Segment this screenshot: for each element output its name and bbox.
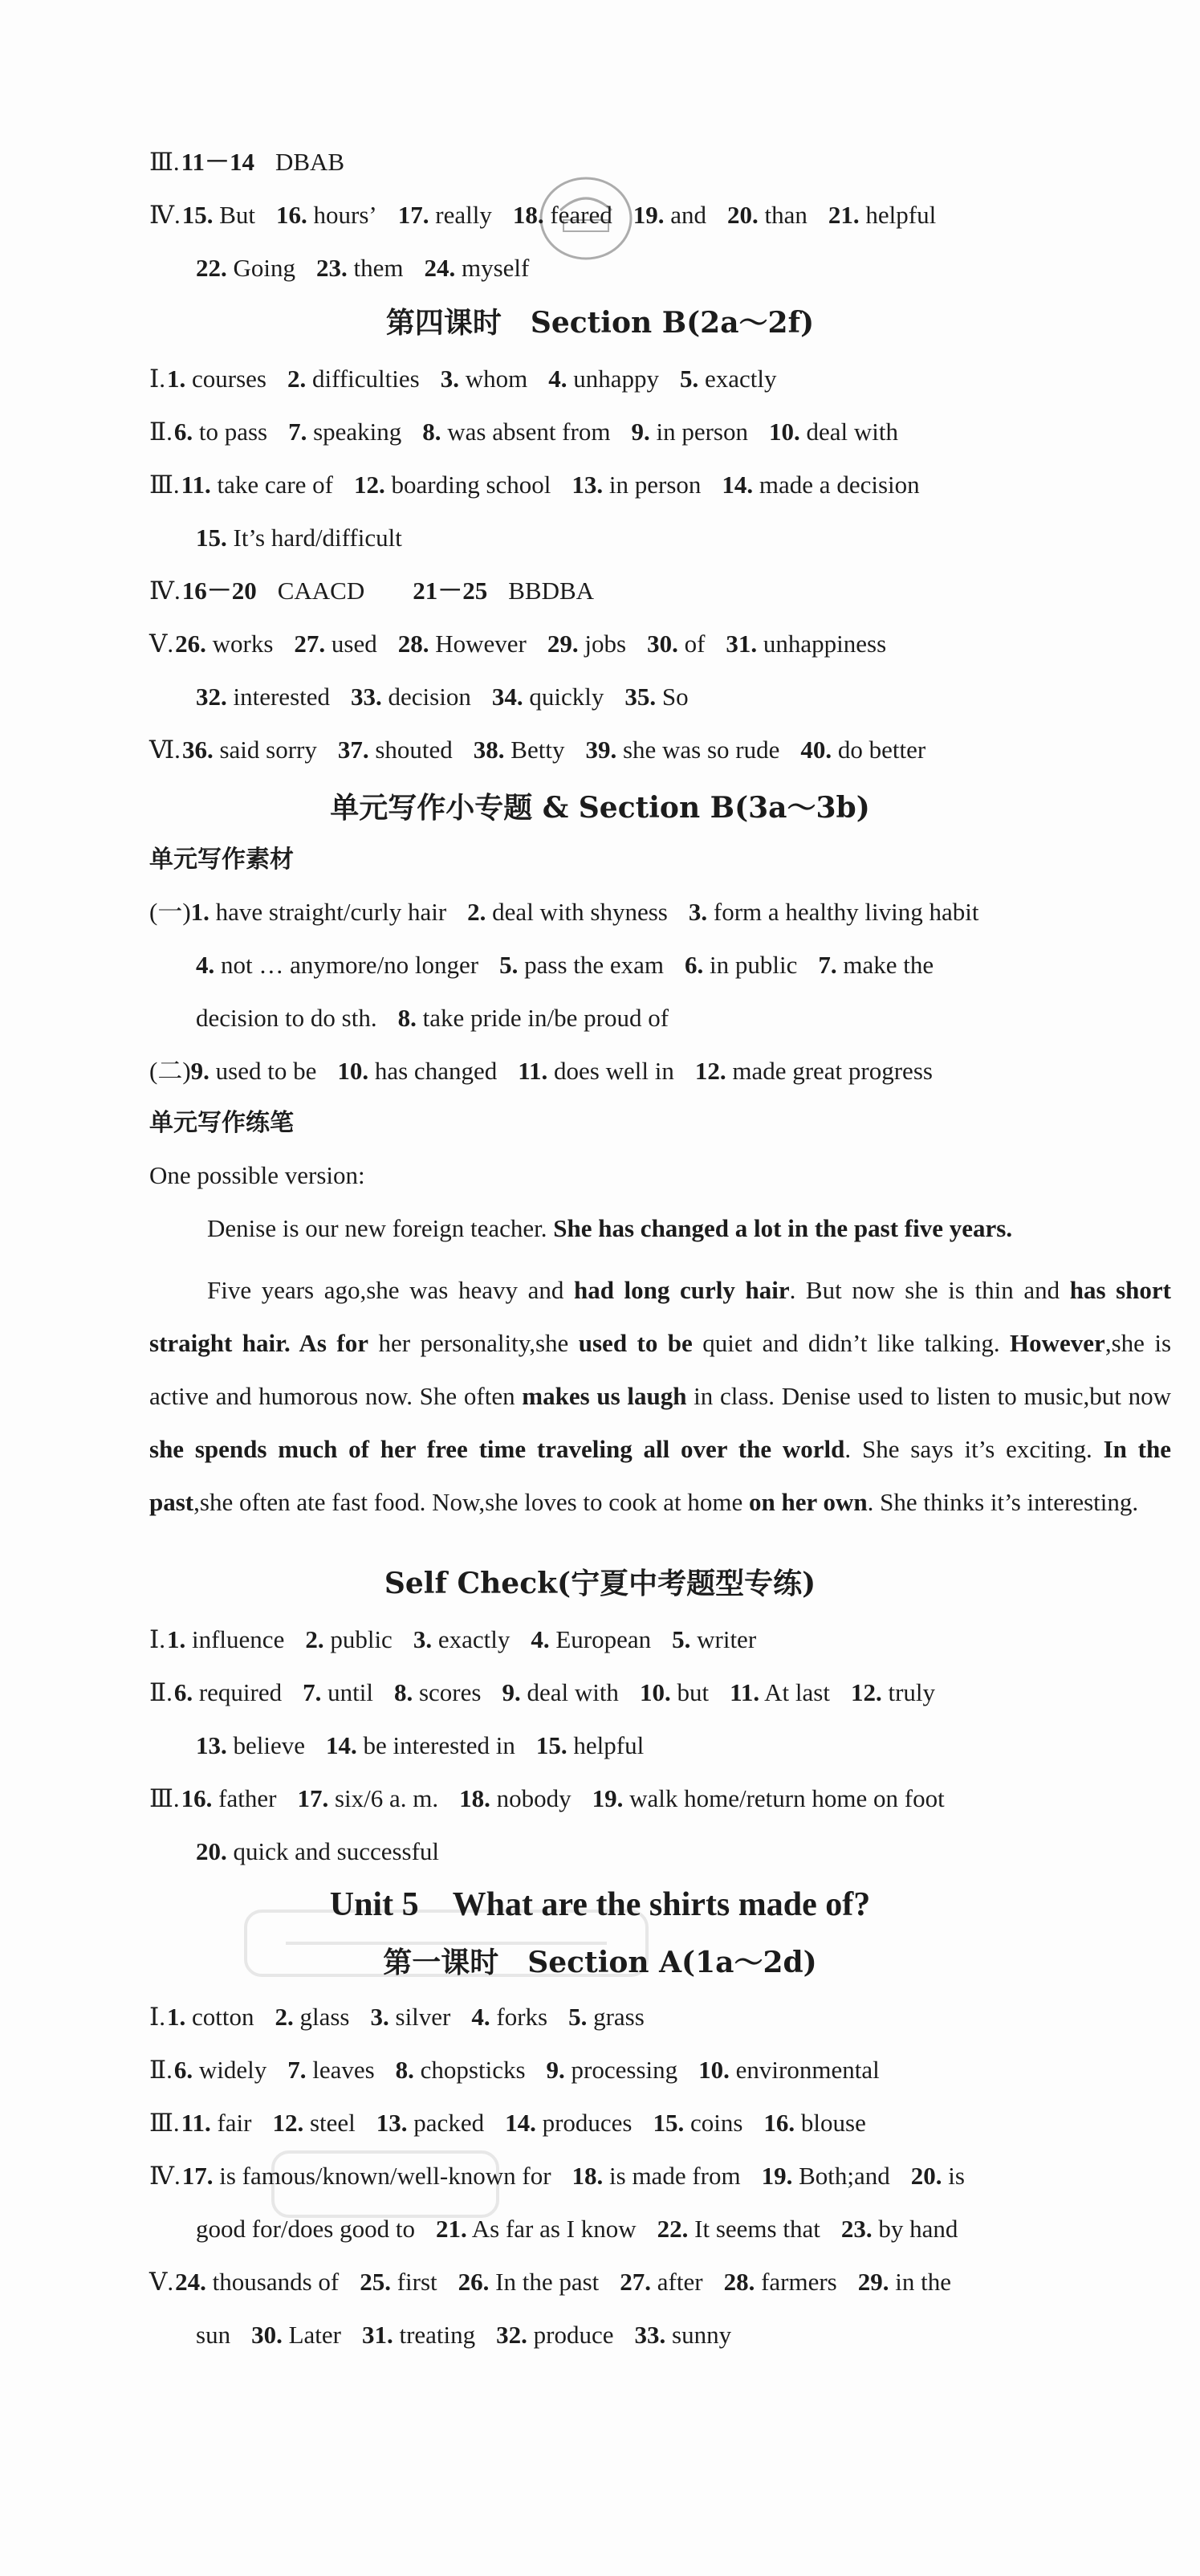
question-number: 23. <box>316 254 348 282</box>
question-number: 15. <box>181 201 214 229</box>
answer-text: until <box>327 1678 373 1706</box>
question-number: 9. <box>631 418 650 446</box>
question-number: 31. <box>726 630 758 658</box>
question-number: 40. <box>800 736 832 764</box>
answer-text: used <box>331 630 377 658</box>
answer-text: do better <box>837 736 926 764</box>
question-number: 28. <box>723 2268 755 2296</box>
answer-text: steel <box>309 2109 356 2137</box>
question-number: 25. <box>360 2268 391 2296</box>
unit5-line-i <box>149 1999 1168 2035</box>
question-number: 2. <box>467 898 486 926</box>
question-number: 13. <box>572 471 604 499</box>
question-number: 19. <box>592 1784 624 1812</box>
question-number: 34. <box>491 683 523 711</box>
question-number: 8. <box>397 1004 417 1032</box>
essay-key-phrase: had long curly hair <box>573 1276 790 1304</box>
answer-text: hours’ <box>313 201 377 229</box>
roman-numeral: Ⅵ. <box>149 736 181 764</box>
answer-text: really <box>435 201 492 229</box>
roman-numeral: Ⅰ. <box>149 365 165 393</box>
question-number: 7. <box>287 2056 307 2084</box>
answer-text: of <box>684 630 706 658</box>
answer-line-iv-16-25 <box>149 573 1168 609</box>
answer-text: grass <box>593 2003 645 2031</box>
question-number: 27. <box>620 2268 652 2296</box>
answer-text: exactly <box>704 365 777 393</box>
question-number: 10. <box>768 418 800 446</box>
question-number: 29. <box>857 2268 889 2296</box>
question-number: 8. <box>422 418 441 446</box>
unit5-line-21-23 <box>196 2211 1168 2247</box>
question-number: 31. <box>361 2321 393 2349</box>
answer-text: believe <box>233 1731 306 1759</box>
answer-text: quickly <box>529 683 604 711</box>
answer-text: But <box>219 201 256 229</box>
question-number: 2. <box>287 365 307 393</box>
question-range: 16－20 <box>181 577 257 605</box>
answer-text: but <box>677 1678 710 1706</box>
question-number: 16. <box>763 2109 795 2137</box>
answer-text: So <box>661 683 689 711</box>
answer-text: public <box>330 1625 393 1653</box>
question-number: 5. <box>672 1625 691 1653</box>
answer-text: packed <box>413 2109 485 2137</box>
answer-text: shouted <box>375 736 453 764</box>
essay-key-phrase: She has changed a lot in the past five years. <box>553 1214 1013 1242</box>
answer-text: truly <box>888 1678 936 1706</box>
answer-line-i-1-5 <box>149 361 1168 397</box>
question-number: 7. <box>818 951 837 979</box>
answer-text: In the past <box>495 2268 600 2296</box>
question-number: 18. <box>512 201 544 229</box>
question-number: 14. <box>326 1731 357 1759</box>
unit-title: Unit 5 What are the shirts made of? <box>329 1886 871 1923</box>
answer-text: works <box>212 630 274 658</box>
answer-text: father <box>218 1784 277 1812</box>
answer-text: However <box>435 630 527 658</box>
roman-numeral: Ⅰ. <box>149 1625 165 1653</box>
question-number: 3. <box>688 898 708 926</box>
question-number: 29. <box>547 630 579 658</box>
question-number: 24. <box>424 254 456 282</box>
essay-text: Denise is our new foreign teacher. <box>207 1214 554 1242</box>
answer-text: interested <box>233 683 331 711</box>
question-number: 4. <box>531 1625 550 1653</box>
answer-text: in person <box>656 418 748 446</box>
answer-text: It’s hard/difficult <box>233 524 402 552</box>
question-number: 38. <box>473 736 505 764</box>
self-check-line-20 <box>196 1834 1168 1869</box>
answer-text: unhappy <box>573 365 659 393</box>
answer-text: influence <box>192 1625 285 1653</box>
question-number: 10. <box>698 2056 730 2084</box>
answer-text: difficulties <box>311 365 420 393</box>
question-number: 10. <box>337 1057 369 1085</box>
answer-line-iii-11-14 <box>149 145 1168 180</box>
answer-text: environmental <box>735 2056 880 2084</box>
self-check-line-iii <box>149 1781 1168 1816</box>
answer-text: thousands of <box>212 2268 340 2296</box>
writing-material-line-3 <box>196 1001 1168 1036</box>
unit5-line-ii <box>149 2052 1168 2088</box>
roman-numeral: Ⅴ. <box>149 630 174 658</box>
essay-key-phrase: on her own <box>749 1488 868 1516</box>
essay-text: . She says it’s exciting. <box>844 1435 1104 1463</box>
answer-text: required <box>198 1678 283 1706</box>
self-check-line-i <box>149 1622 1168 1657</box>
answer-text: silver <box>395 2003 451 2031</box>
roman-numeral: Ⅳ. <box>149 2162 181 2190</box>
question-number: 1. <box>167 2003 186 2031</box>
answer-text: widely <box>198 2056 267 2084</box>
answer-text: At last <box>764 1678 830 1706</box>
essay-text: her personality,she <box>368 1329 579 1357</box>
answer-line-vi-36-40 <box>149 732 1168 768</box>
answer-text: treating <box>399 2321 476 2349</box>
answer-text: decision <box>388 683 471 711</box>
answer-text: made a decision <box>759 471 920 499</box>
answer-text: does well in <box>554 1057 674 1085</box>
answer-text: deal with shyness <box>492 898 668 926</box>
roman-numeral: Ⅲ. <box>149 1784 180 1812</box>
answer-text: used to be <box>215 1057 317 1085</box>
answer-text: sunny <box>672 2321 732 2349</box>
answer-text: whom <box>465 365 528 393</box>
answer-text: CAACD <box>277 577 365 605</box>
essay-text: ,she often ate fast food. Now,she loves to cook at home <box>193 1488 750 1516</box>
answer-text: deal with <box>527 1678 619 1706</box>
writing-material-label: 单元写作素材 <box>149 846 294 874</box>
essay-text: quiet and didn’t like talking. <box>692 1329 1011 1357</box>
question-number: 15. <box>535 1731 567 1759</box>
answer-text: first <box>397 2268 437 2296</box>
answer-text: said sorry <box>219 736 317 764</box>
question-number: 4. <box>548 365 567 393</box>
roman-numeral: Ⅰ. <box>149 2003 165 2031</box>
answer-text: is <box>948 2162 965 2190</box>
question-number: 17. <box>297 1784 329 1812</box>
essay-text: Five years ago,she was heavy and <box>207 1276 574 1304</box>
answer-text: coins <box>689 2109 743 2137</box>
writing-practice-label: 单元写作练笔 <box>149 1109 294 1137</box>
question-number: 11. <box>518 1057 548 1085</box>
question-number: 13. <box>376 2109 408 2137</box>
question-number: 39. <box>585 736 617 764</box>
roman-numeral: Ⅲ. <box>149 148 180 176</box>
answer-text: helpful <box>865 201 937 229</box>
answer-text: unhappiness <box>763 630 887 658</box>
essay-text: in class. Denise used to listen to music,but now <box>686 1382 1171 1410</box>
essay-paragraph-2 <box>149 1264 1171 1529</box>
question-number: 15. <box>196 524 227 552</box>
answer-text: sun <box>196 2321 231 2349</box>
essay-key-phrase: In the past <box>149 1435 1171 1516</box>
answer-text: boarding school <box>391 471 551 499</box>
writing-material-line-2 <box>196 948 1168 983</box>
answer-text: make the <box>843 951 934 979</box>
answer-text: quick and successful <box>233 1837 440 1865</box>
question-number: 30. <box>647 630 678 658</box>
question-number: 37. <box>337 736 369 764</box>
question-number: 3. <box>440 365 459 393</box>
question-number: 1. <box>190 898 209 926</box>
question-number: 11. <box>730 1678 760 1706</box>
answer-text: pass the exam <box>524 951 665 979</box>
answer-text: than <box>764 201 807 229</box>
section-heading-self-check: Self Check(宁夏中考题型专练) <box>384 1567 816 1600</box>
answer-text: them <box>353 254 404 282</box>
question-number: 4. <box>471 2003 490 2031</box>
answer-text: not … anymore/no longer <box>221 951 479 979</box>
question-number: 18. <box>572 2162 604 2190</box>
question-number: 26. <box>175 630 206 658</box>
answer-text: six/6 a. m. <box>334 1784 439 1812</box>
essay-paragraph-1 <box>149 1211 1171 1246</box>
question-number: 6. <box>685 951 704 979</box>
answer-text: by hand <box>878 2215 958 2243</box>
answer-text: made great progress <box>732 1057 933 1085</box>
answer-line-22-24 <box>196 251 1168 286</box>
answer-text: As far as I know <box>471 2215 637 2243</box>
answer-text: to pass <box>198 418 268 446</box>
question-number: 33. <box>634 2321 666 2349</box>
essay-key-phrase: she spends much of her free time traveling all over the world <box>149 1435 845 1463</box>
question-number: 23. <box>840 2215 873 2243</box>
unit5-line-30-33 <box>196 2317 1168 2353</box>
question-number: 36. <box>181 736 214 764</box>
question-number: 4. <box>196 951 215 979</box>
question-number: 3. <box>370 2003 389 2031</box>
question-number: 12. <box>850 1678 882 1706</box>
answer-text: myself <box>462 254 530 282</box>
answer-text: decision to do sth. <box>196 1004 377 1032</box>
roman-numeral: Ⅱ. <box>149 1678 173 1706</box>
answer-text: Both;and <box>799 2162 890 2190</box>
question-number: 10. <box>639 1678 671 1706</box>
question-number: 22. <box>196 254 227 282</box>
question-number: 20. <box>727 201 759 229</box>
answer-text: is made from <box>609 2162 741 2190</box>
essay-key-phrase: However <box>1010 1329 1105 1357</box>
question-number: 12. <box>694 1057 726 1085</box>
question-number: 24. <box>175 2268 206 2296</box>
answer-text: leaves <box>312 2056 375 2084</box>
question-number: 3. <box>413 1625 433 1653</box>
question-number: 17. <box>181 2162 214 2190</box>
question-number: 5. <box>679 365 699 393</box>
question-number: 20. <box>196 1837 227 1865</box>
answer-text: European <box>555 1625 652 1653</box>
question-number: 1. <box>167 365 186 393</box>
answer-line-32-35 <box>196 679 1168 715</box>
question-number: 19. <box>633 201 665 229</box>
group-prefix: (一) <box>149 898 191 926</box>
question-number: 7. <box>303 1678 322 1706</box>
answer-text: exactly <box>437 1625 511 1653</box>
question-range: 21－25 <box>413 577 488 605</box>
section-heading-writing: 单元写作小专题 & Section B(3a～3b) <box>330 791 870 825</box>
answer-text: deal with <box>806 418 898 446</box>
answer-text: farmers <box>761 2268 837 2296</box>
question-number: 26. <box>458 2268 490 2296</box>
roman-numeral: Ⅱ. <box>149 418 173 446</box>
roman-numeral: Ⅲ. <box>149 471 180 499</box>
answer-text: after <box>657 2268 703 2296</box>
answer-text: in the <box>895 2268 951 2296</box>
answer-line-ii-6-10 <box>149 414 1168 450</box>
essay-text: ,she is active and humorous now. She often <box>149 1329 1172 1410</box>
answer-text: have straight/curly hair <box>215 898 447 926</box>
answer-text: blouse <box>800 2109 866 2137</box>
answer-text: cotton <box>192 2003 254 2031</box>
answer-text: chopsticks <box>420 2056 526 2084</box>
question-range: 11－14 <box>181 148 254 176</box>
essay-key-phrase: makes us laugh <box>522 1382 687 1410</box>
question-number: 6. <box>173 1678 193 1706</box>
answer-text: scores <box>418 1678 482 1706</box>
roman-numeral: Ⅴ. <box>149 2268 174 2296</box>
question-number: 9. <box>502 1678 521 1706</box>
answer-text: produces <box>542 2109 633 2137</box>
section-heading-a-1a-2d: 第一课时 Section A(1a～2d) <box>383 1946 817 1979</box>
question-number: 28. <box>397 630 429 658</box>
question-number: 18. <box>459 1784 490 1812</box>
answer-text: courses <box>192 365 266 393</box>
answer-text: nobody <box>496 1784 572 1812</box>
answer-text: was absent from <box>447 418 611 446</box>
question-number: 35. <box>624 683 657 711</box>
question-number: 12. <box>272 2109 304 2137</box>
question-number: 9. <box>190 1057 209 1085</box>
answer-text: good for/does good to <box>196 2215 415 2243</box>
answer-text: be interested in <box>363 1731 515 1759</box>
essay-key-phrase: has short straight hair. As for <box>149 1276 1171 1357</box>
answer-text: writer <box>697 1625 757 1653</box>
answer-text: has changed <box>374 1057 498 1085</box>
answer-text: form a healthy living habit <box>713 898 979 926</box>
question-number: 15. <box>653 2109 685 2137</box>
question-number: 17. <box>397 201 429 229</box>
question-number: 32. <box>196 683 227 711</box>
roman-numeral: Ⅳ. <box>149 577 181 605</box>
self-check-line-ii <box>149 1675 1168 1710</box>
answer-text: helpful <box>573 1731 645 1759</box>
unit5-line-iii <box>149 2105 1168 2141</box>
question-number: 14. <box>722 471 754 499</box>
question-number: 8. <box>395 2056 414 2084</box>
question-number: 20. <box>910 2162 942 2190</box>
answer-text: Going <box>233 254 295 282</box>
unit5-line-iv <box>149 2158 1168 2194</box>
unit5-line-v <box>149 2264 1168 2300</box>
answer-text: jobs <box>584 630 627 658</box>
question-number: 22. <box>657 2215 689 2243</box>
answer-text: is famous/known/well-known for <box>219 2162 551 2190</box>
answer-text: speaking <box>313 418 402 446</box>
question-number: 19. <box>761 2162 793 2190</box>
answer-text: Betty <box>511 736 565 764</box>
answer-text: DBAB <box>275 148 345 176</box>
question-number: 5. <box>568 2003 588 2031</box>
possible-version-label: One possible version: <box>149 1161 365 1189</box>
answer-text: glass <box>299 2003 350 2031</box>
answer-text: in person <box>608 471 702 499</box>
answer-line-iv-15-21 <box>149 198 1168 233</box>
essay-text: . She thinks it’s interesting. <box>867 1488 1139 1516</box>
question-number: 13. <box>196 1731 227 1759</box>
question-number: 12. <box>354 471 385 499</box>
self-check-line-13-15 <box>196 1728 1168 1763</box>
question-number: 6. <box>173 2056 193 2084</box>
writing-material-line-4 <box>149 1054 1168 1089</box>
answer-text: and <box>670 201 707 229</box>
question-number: 2. <box>275 2003 294 2031</box>
essay-key-phrase: used to be <box>578 1329 693 1357</box>
answer-text: walk home/return home on foot <box>629 1784 945 1812</box>
question-number: 5. <box>499 951 519 979</box>
question-number: 11. <box>181 471 211 499</box>
answer-text: she was so rude <box>622 736 780 764</box>
roman-numeral: Ⅱ. <box>149 2056 173 2084</box>
answer-text: in public <box>710 951 798 979</box>
answer-text: feared <box>550 201 612 229</box>
answer-line-15 <box>196 520 1168 556</box>
answer-text: Later <box>288 2321 341 2349</box>
writing-material-line-1 <box>149 895 1168 930</box>
answer-line-v-26-31 <box>149 626 1168 662</box>
question-number: 33. <box>351 683 382 711</box>
question-number: 11. <box>181 2109 211 2137</box>
answer-text: take care of <box>217 471 334 499</box>
answer-text: produce <box>533 2321 614 2349</box>
question-number: 16. <box>276 201 307 229</box>
answer-text: processing <box>571 2056 678 2084</box>
answer-text: fair <box>217 2109 252 2137</box>
answer-text: BBDBA <box>508 577 595 605</box>
question-number: 1. <box>167 1625 186 1653</box>
question-number: 2. <box>305 1625 324 1653</box>
question-number: 16. <box>181 1784 213 1812</box>
question-number: 27. <box>294 630 326 658</box>
question-number: 21. <box>435 2215 467 2243</box>
question-number: 6. <box>173 418 193 446</box>
question-number: 9. <box>546 2056 565 2084</box>
answer-line-iii-11-14 <box>149 467 1168 503</box>
roman-numeral: Ⅲ. <box>149 2109 180 2137</box>
answer-text: forks <box>496 2003 548 2031</box>
answer-text: It seems that <box>694 2215 820 2243</box>
question-number: 7. <box>288 418 307 446</box>
question-number: 14. <box>505 2109 536 2137</box>
roman-numeral: Ⅳ. <box>149 201 181 229</box>
question-number: 21. <box>828 201 860 229</box>
question-number: 32. <box>496 2321 527 2349</box>
answer-text: take pride in/be proud of <box>422 1004 669 1032</box>
question-number: 30. <box>251 2321 283 2349</box>
group-prefix: (二) <box>149 1057 191 1085</box>
section-heading-b-2a-2f: 第四课时 Section B(2a～2f) <box>385 306 815 340</box>
question-number: 8. <box>393 1678 413 1706</box>
essay-text: . But now she is thin and <box>789 1276 1070 1304</box>
